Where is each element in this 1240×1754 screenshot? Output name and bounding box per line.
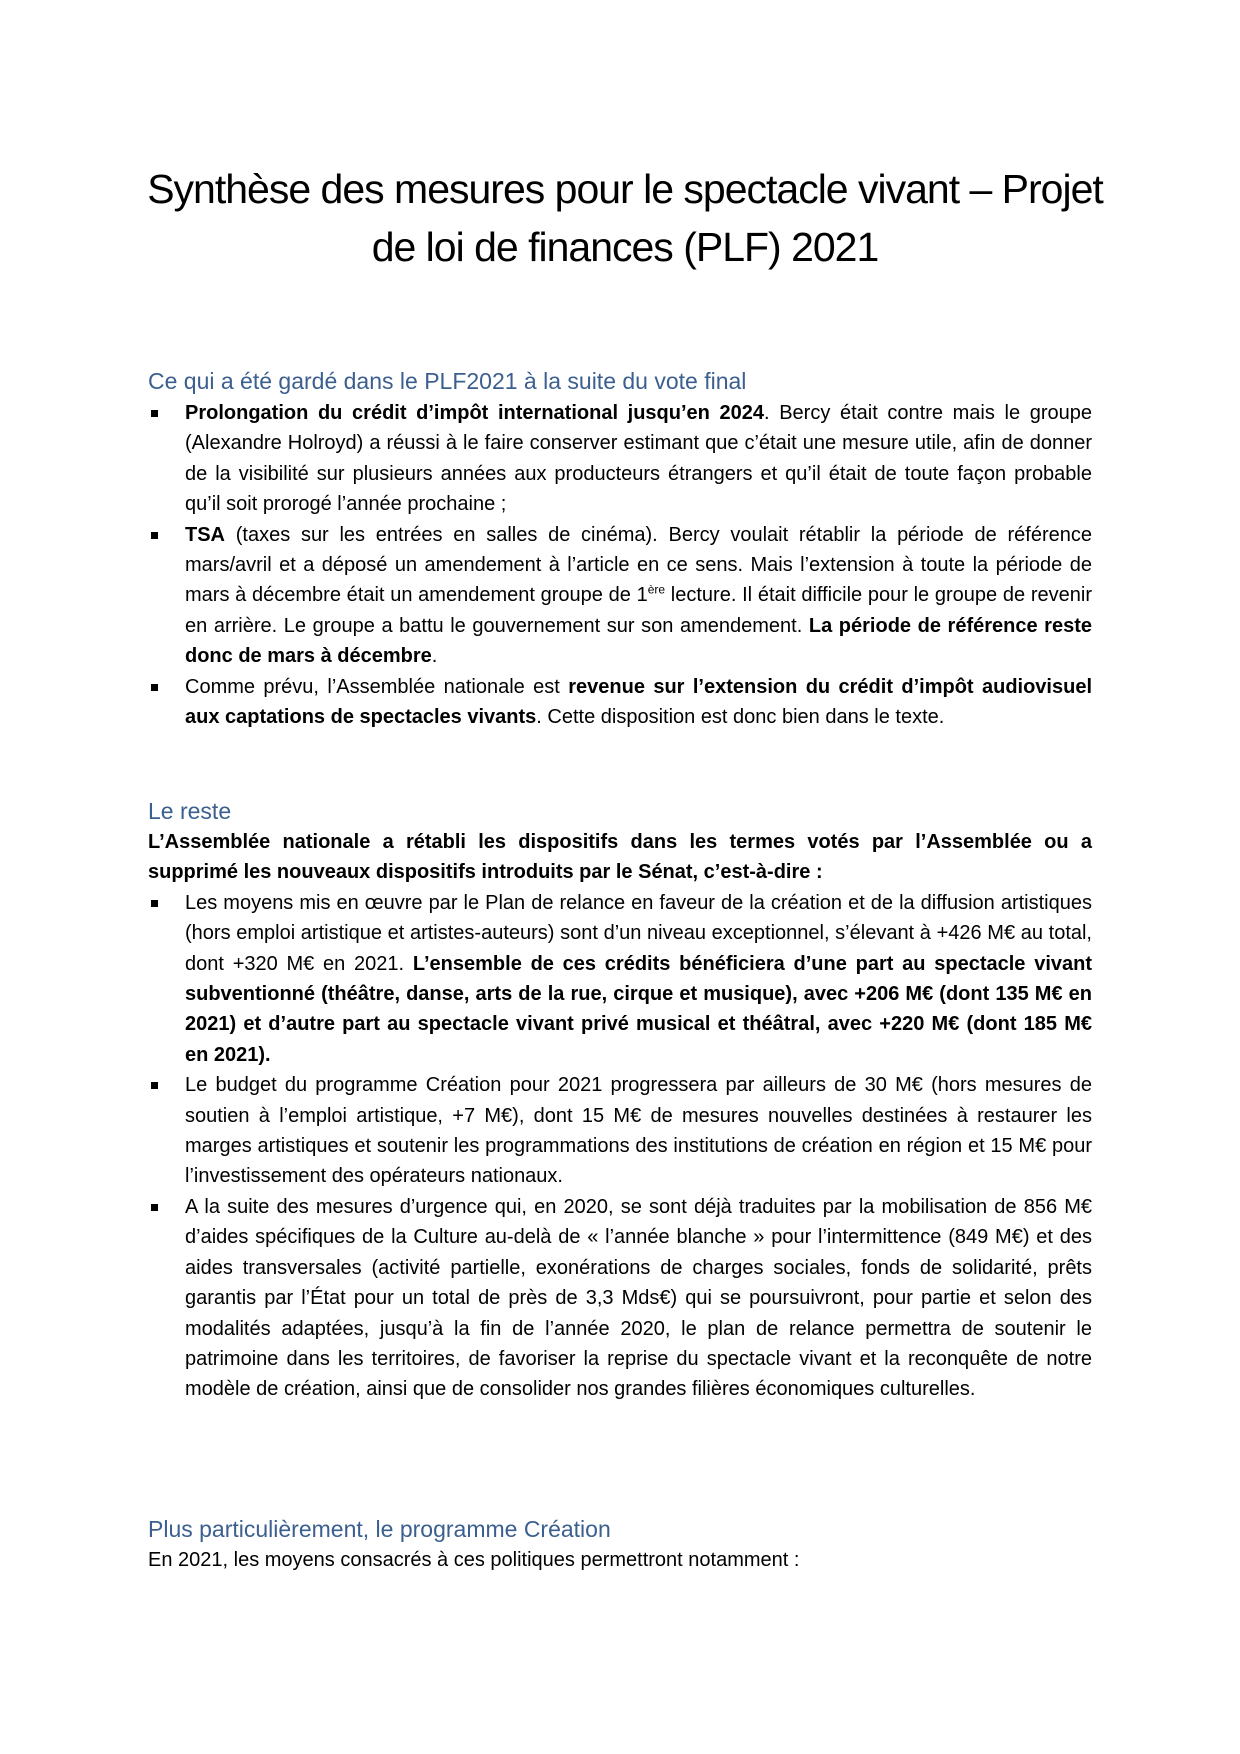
title-line-1: Synthèse des mesures pour le spectacle vivant – Projet [147,166,1103,212]
bullet-square-icon [151,1082,158,1089]
superscript: ère [647,582,666,597]
rest-measures-list [148,888,1092,1405]
list-item [148,1070,1092,1192]
bullet-square-icon [151,900,158,907]
list-item [148,888,1092,1070]
item-bold-text: La période de référence reste donc de mars à décembre [185,614,1092,668]
item-text: (taxes sur les entrées en salles de cinéma). Bercy voulait rétablir la période de référence mars/avril et a déposé un amendement à l’article en ce sens. Mais l’extension à toute la période de mars à décembre était un amendement groupe de 1 [185,523,1092,607]
section-kept-list-block [148,398,1092,732]
list-item [148,672,1092,733]
item-text: . Cette disposition est donc bien dans le texte. [536,706,945,729]
item-text: . Bercy était contre mais le groupe (Alexandre Holroyd) a réussi à le faire conserver estimant que c’était une mesure utile, afin de donner de la visibilité sur plusieurs années aux producteurs étrangers et qu’il était de toute façon probable qu’il soit prorogé l’année prochaine ; [185,402,1092,516]
item-bold-text: TSA [185,523,225,546]
bullet-square-icon [151,1204,158,1211]
item-text: lecture. Il était difficile pour le groupe de revenir en arrière. Le groupe a battu le gouvernement sur son amendement. [185,584,1093,637]
item-text: A la suite des mesures d’urgence qui, en 2020, se sont déjà traduites par la mobilisation de 856 M€ d’aides spécifiques de la Culture au-delà de « l’année blanche » pour l’intermittence (849 M€) et des aides transversales (activité partielle, exonérations de charges sociales, fonds de solidarité, prêts garantis par l’État pour un total de près de 3,3 Mds€) qui se poursuivront, pour partie et selon des modalités adaptées, jusqu’à la fin de l’année 2020, le plan de relance permettra de soutenir le patrimoine dans les territoires, de favoriser la reprise du spectacle vivant et la reconquête de notre modèle de création, ainsi que de consolider nos grandes filières économiques culturelles. [185,1195,1092,1401]
bullet-square-icon [151,532,158,539]
item-text: Les moyens mis en œuvre par le Plan de relance en faveur de la création et de la diffusion artistiques (hors emploi artistique et artistes-auteurs) sont d’un niveau exceptionnel, s’élevant à +426 M€ au total, dont +320 M€ en 2021. [185,891,1092,975]
item-bold-text: Prolongation du crédit d’impôt international jusqu’en 2024 [185,402,764,424]
item-text: . [431,645,438,668]
section-creation-text: En 2021, les moyens consacrés à ces politiques permettront notamment : [148,1549,800,1571]
title-line-2: de loi de finances (PLF) 2021 [371,224,879,270]
list-item [148,398,1092,520]
list-item [148,1192,1092,1405]
section-heading-rest: Le reste [148,798,232,824]
item-text: Le budget du programme Création pour 2021 progressera par ailleurs de 30 M€ (hors mesures de soutien à l’emploi artistique, +7 M€), dont 15 M€ de mesures nouvelles destinées à restaurer les marges artistiques et soutenir les programmations des institutions de création en région et 15 M€ pour l’investissement des opérateurs nationaux. [185,1074,1092,1188]
section-rest-block [148,827,1092,1405]
section-heading-creation: Plus particulièrement, le programme Création [148,1516,611,1542]
item-bold-text: revenue sur l’extension du crédit d’impôt audiovisuel aux captations de spectacles vivants [185,675,1093,729]
section-heading-kept: Ce qui a été gardé dans le PLF2021 à la suite du vote final [148,368,747,394]
bullet-square-icon [151,410,158,417]
document-title [130,160,1120,276]
list-item [148,520,1092,672]
item-text: Comme prévu, l’Assemblée nationale est [185,675,569,698]
item-bold-text: L’ensemble de ces crédits bénéficiera d’une part au spectacle vivant subventionné (théâtre, danse, arts de la rue, cirque et musique), avec +206 M€ (dont 135 M€ en 2021) et d’autre part au spectacle vivant privé musical et théâtral, avec +220 M€ (dont 185 M€ en 2021). [185,952,1092,1066]
bullet-square-icon [151,684,158,691]
section-rest-intro: L’Assemblée nationale a rétabli les dispositifs dans les termes votés par l’Assemblée ou a supprimé les nouveaux dispositifs introduits par le Sénat, c’est-à-dire : [148,831,1092,884]
kept-measures-list [148,398,1092,732]
